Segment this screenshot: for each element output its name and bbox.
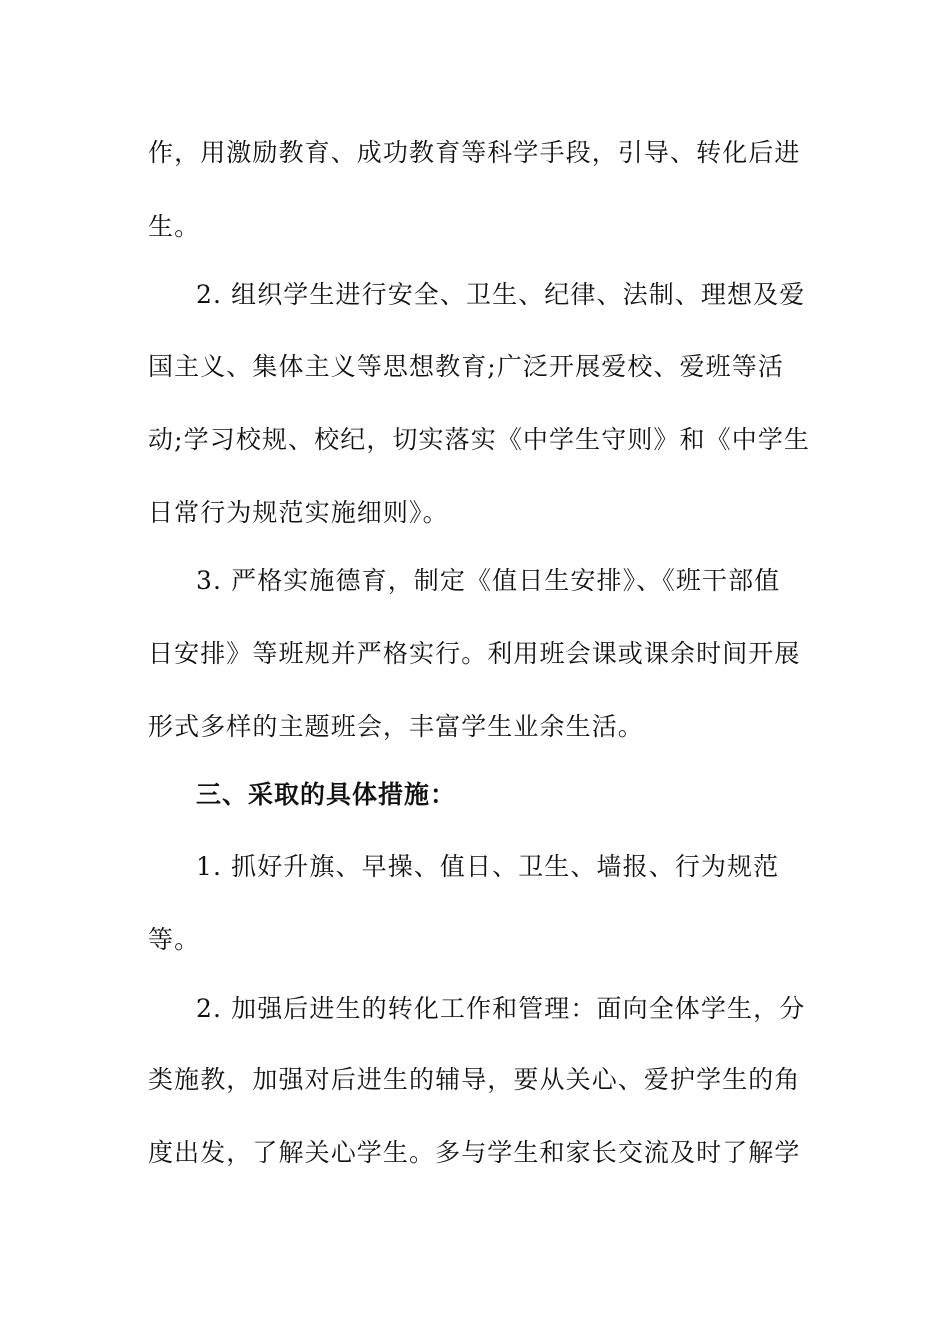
text-line: 动;学习校规、校纪，切实落实《中学生守则》和《中学生	[148, 425, 811, 454]
text-line: 作，用激励教育、成功教育等科学手段，引导、转化后进	[148, 138, 801, 167]
text-line: 度出发，了解关心学生。多与学生和家长交流及时了解学	[148, 1138, 801, 1167]
text-line: 国主义、集体主义等思想教育;广泛开展爱校、爱班等活	[148, 352, 784, 381]
paragraph-item-2-line: 2. 加强后进生的转化工作和管理：面向全体学生，分	[196, 994, 806, 1023]
paragraph-item-2-line: 2. 组织学生进行安全、卫生、纪律、法制、理想及爱	[196, 280, 806, 309]
text-line: 生。	[148, 212, 201, 241]
text-line: 等。	[148, 925, 201, 954]
text-line: 类施教，加强对后进生的辅导，要从关心、爱护学生的角	[148, 1065, 801, 1094]
section-heading: 三、采取的具体措施：	[196, 780, 457, 809]
text-line: 形式多样的主题班会，丰富学生业余生活。	[148, 712, 644, 741]
paragraph-item-1-line: 1. 抓好升旗、早操、值日、卫生、墙报、行为规范	[196, 852, 780, 881]
paragraph-item-3-line: 3. 严格实施德育，制定《值日生安排》、《班干部值	[196, 566, 781, 595]
text-line: 日安排》等班规并严格实行。利用班会课或课余时间开展	[148, 639, 801, 668]
text-line: 日常行为规范实施细则》。	[148, 498, 449, 527]
